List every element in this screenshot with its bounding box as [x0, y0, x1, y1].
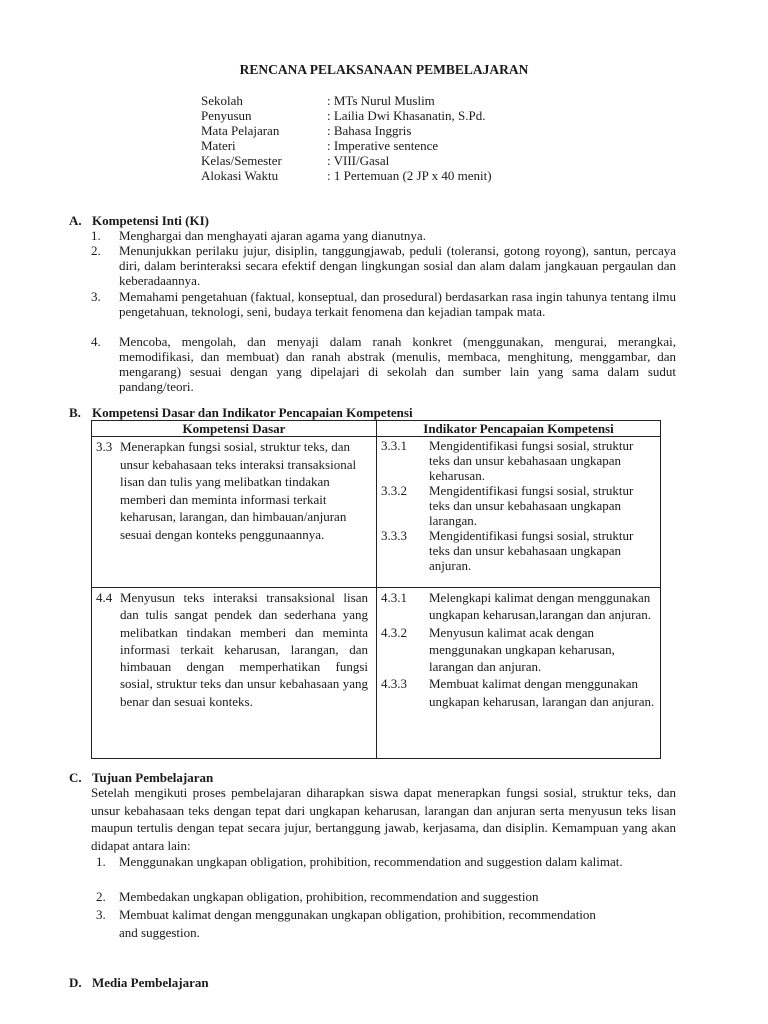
tujuan-item [96, 853, 676, 871]
indicator-item [377, 589, 660, 624]
table-header-row [92, 421, 661, 437]
indicator-item [377, 624, 660, 676]
kd-cell [92, 437, 377, 588]
item-number: 1. [91, 228, 101, 243]
indicator-text: Menyusun kalimat acak dengan menggunakan ungkapan keharusan, larangan dan anjuran. [429, 624, 615, 675]
item-text: Mencoba, mengolah, dan menyaji dalam ranah konkret (menggunakan, mengurai, merangkai, memodifikasi, dan membuat) dan ranah abstrak (menulis, membaca, menghitung, menggambar, dan mengarang) sesuai dengan yang dipelajari di sekolah dan sumber lain yang sama dalam sudut pandang/teori. [119, 334, 676, 394]
indicator-text: Membuat kalimat dengan menggunakan ungkapan keharusan, larangan dan anjuran. [429, 676, 655, 709]
identity-label: Materi [201, 138, 236, 153]
kd-cell [92, 588, 377, 759]
identity-label: Penyusun [201, 108, 252, 123]
item-number: 2. [96, 889, 106, 904]
kd-entry [92, 588, 376, 710]
indicator-text: Melengkapi kalimat dengan menggunakan ungkapan keharusan,larangan dan anjuran. [429, 590, 651, 623]
section-title: Kompetensi Dasar dan Indikator Pencapaian Kompetensi [92, 405, 413, 420]
identity-label: Kelas/Semester [201, 153, 282, 168]
indicator-cell [377, 588, 661, 759]
indicator-text: Mengidentifikasi fungsi sosial, struktur teks dan unsur kebahasaan ungkapan anjuran. [429, 528, 634, 573]
identity-label: Alokasi Waktu [201, 168, 279, 183]
indicator-text: Mengidentifikasi fungsi sosial, struktur teks dan unsur kebahasaan ungkapan larangan. [429, 483, 634, 528]
kd-entry [92, 437, 376, 543]
item-text: Menunjukkan perilaku jujur, disiplin, tanggungjawab, peduli (toleransi, gotong royong), santun, percaya diri, dalam berinteraksi secara efektif dengan lingkungan sosial dan alam dalam jangkauan pergaulan dan keberadaannya. [119, 243, 676, 288]
item-text: Menghargai dan menghayati ajaran agama yang dianutnya. [119, 228, 426, 243]
identity-value: : MTs Nurul Muslim [327, 93, 435, 108]
item-text: Menggunakan ungkapan obligation, prohibition, recommendation and suggestion dalam kalimat. [119, 854, 623, 869]
indicator-number: 3.3.2 [381, 483, 407, 498]
ki-item [91, 243, 676, 288]
item-text: Membuat kalimat dengan menggunakan ungkapan obligation, prohibition, recommendation and suggestion. [119, 907, 596, 940]
ki-item [91, 334, 676, 394]
identity-value: : Imperative sentence [327, 138, 439, 153]
tujuan-intro: Setelah mengikuti proses pembelajaran diharapkan siswa dapat menerapkan fungsi sosial, struktur teks, dan unsur kebahasaan teks dengan tepat dari ungkapan keharusan, larangan dan anjuran serta menyusun teks lisan maupun tertulis dengan tepat secara jujur, bertanggung jawab, kerjasama, dan disiplin. Kemampuan yang akan didapat antara lain: [91, 785, 676, 853]
indicator-number: 3.3.1 [381, 438, 407, 453]
item-number: 2. [91, 243, 101, 258]
identity-value: : VIII/Gasal [327, 153, 390, 168]
item-text: Memahami pengetahuan (faktual, konseptual, dan prosedural) berdasarkan rasa ingin tahunya tentang ilmu pengetahuan, teknologi, seni, budaya terkait fenomena dan kejadian tampak mata. [119, 289, 676, 319]
identity-value: : 1 Pertemuan (2 JP x 40 menit) [327, 168, 492, 183]
column-header-kd: Kompetensi Dasar [92, 421, 377, 437]
identity-label: Sekolah [201, 93, 243, 108]
item-number: 3. [91, 289, 101, 304]
item-text: Membedakan ungkapan obligation, prohibition, recommendation and suggestion [119, 889, 539, 904]
table-row [92, 588, 661, 759]
kd-description: Menerapkan fungsi sosial, struktur teks, dan unsur kebahasaan teks interaksi transaksional lisan dan tulis yang melibatkan tindakan memberi dan meminta informasi terkait keharusan, larangan, dan himbauan/anjuran sesuai dengan konteks penggunaannya. [120, 439, 357, 542]
section-letter: C. [69, 770, 82, 785]
section-letter: B. [69, 405, 81, 420]
section-title: Tujuan Pembelajaran [92, 770, 214, 785]
ki-item [91, 228, 676, 243]
kd-number: 4.4 [96, 590, 113, 605]
document-title: RENCANA PELAKSANAAN PEMBELAJARAN [239, 62, 529, 77]
indicator-text: Mengidentifikasi fungsi sosial, struktur teks dan unsur kebahasaan ungkapan keharusan. [429, 438, 634, 483]
identity-value: : Lailia Dwi Khasanatin, S.Pd. [327, 108, 486, 123]
indicator-cell [377, 437, 661, 588]
kd-description: Menyusun teks interaksi transaksional lisan dan tulis sangat pendek dan sederhana yang melibatkan tindakan memberi dan meminta informasi terkait keharusan, larangan, dan himbauan dengan memperhatikan fungsi sosial, struktur teks dan unsur kebahasaan yang benar dan sesuai konteks. [120, 590, 368, 709]
tujuan-item [96, 906, 596, 941]
section-c-heading [69, 770, 213, 785]
indicator-number: 4.3.3 [381, 676, 407, 692]
section-letter: A. [69, 213, 82, 228]
indicator-number: 4.3.2 [381, 624, 407, 640]
column-header-ipk: Indikator Pencapaian Kompetensi [377, 421, 661, 437]
tujuan-item [96, 888, 676, 906]
section-d-heading [69, 975, 209, 990]
indicator-item [377, 528, 660, 573]
section-title: Media Pembelajaran [92, 975, 209, 990]
indicator-number: 4.3.1 [381, 590, 407, 605]
table-row [92, 437, 661, 588]
indicator-number: 3.3.3 [381, 528, 407, 543]
section-title: Kompetensi Inti (KI) [92, 213, 209, 228]
item-number: 1. [96, 854, 106, 869]
item-number: 4. [91, 334, 101, 349]
section-letter: D. [69, 975, 82, 990]
ki-item [91, 289, 676, 319]
indicator-item [377, 675, 660, 710]
indicator-item [377, 483, 660, 528]
kd-number: 3.3 [96, 439, 113, 454]
section-b-heading [69, 405, 413, 420]
indicator-item [377, 438, 660, 483]
kd-table [91, 420, 661, 759]
section-a-heading [69, 213, 209, 228]
identity-value: : Bahasa Inggris [327, 123, 412, 138]
identity-label: Mata Pelajaran [201, 123, 280, 138]
item-number: 3. [96, 907, 106, 922]
